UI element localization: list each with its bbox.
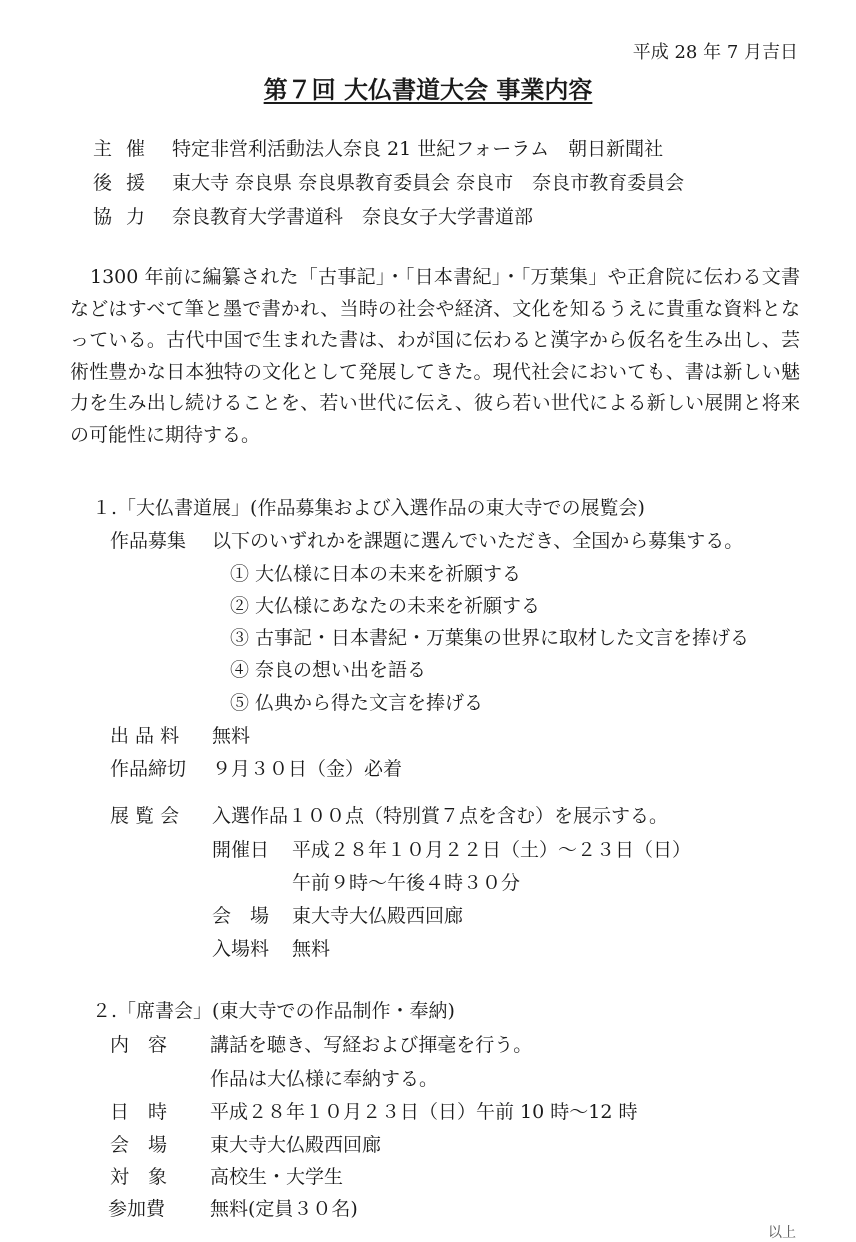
participation-fee-value: 無料(定員３０名) [210, 1198, 358, 1220]
org-value: 奈良教育大学書道科 奈良女子大学書道部 [172, 206, 534, 228]
venue-label: 会 場 [110, 1134, 168, 1156]
org-label: 後援 [93, 172, 160, 194]
deadline-label: 作品締切 [110, 758, 187, 780]
org-label: 主催 [93, 138, 160, 160]
venue-value: 東大寺大仏殿西回廊 [210, 1134, 382, 1156]
theme-item: ③ 古事記・日本書紀・万葉集の世界に取材した文言を捧げる [230, 627, 750, 649]
participation-fee-label: 参加費 [108, 1198, 166, 1220]
deadline-value: ９月３０日（金）必着 [212, 758, 403, 780]
theme-item: ② 大仏様にあなたの未来を祈願する [230, 595, 541, 617]
exhibit-venue-label: 会 場 [212, 905, 270, 927]
org-label: 協力 [93, 206, 160, 228]
section1-heading: １.「大仏書道展」(作品募集および入選作品の東大寺での展覧会) [92, 497, 645, 519]
theme-item: ⑤ 仏典から得た文言を捧げる [230, 692, 484, 714]
exhibit-label: 展 覧 会 [110, 805, 180, 827]
target-label: 対 象 [110, 1166, 168, 1188]
fee-value: 無料 [212, 725, 251, 747]
admission-value: 無料 [292, 938, 331, 960]
datetime-label: 日 時 [110, 1101, 168, 1123]
org-value: 東大寺 奈良県 奈良県教育委員会 奈良市 奈良市教育委員会 [172, 172, 685, 194]
content-label: 内 容 [110, 1034, 168, 1056]
target-value: 高校生・大学生 [210, 1166, 344, 1188]
exhibit-time-value: 午前９時～午後４時３０分 [292, 872, 521, 894]
section2-heading: ２.「席書会」(東大寺での作品制作・奉納) [92, 1000, 455, 1022]
content-line1: 講話を聴き、写経および揮毫を行う。 [210, 1034, 533, 1056]
exhibit-date-label: 開催日 [212, 839, 270, 861]
document-title: 第７回 大仏書道大会 事業内容 [263, 76, 593, 104]
admission-label: 入場料 [212, 938, 270, 960]
intro-paragraph: 1300 年前に編纂された「古事記」・「日本書紀」・「万葉集」や正倉院に伝わる文書などはすべて筆と墨で書かれ、当時の社会や経済、文化を知るうえに貴重な資料となっている。古代中国で生まれた書は、わが国に伝わると漢字から仮名を生み出し、芸術性豊かな日本独特の文化として発展してきた。現代社会においても、書は新しい魅力を生み出し続けることを、若い世代に伝え、彼ら若い世代による新しい展開と将来の可能性に期待する。 [70, 266, 800, 446]
content-line2: 作品は大仏様に奉納する。 [210, 1068, 439, 1090]
theme-item: ① 大仏様に日本の未来を祈願する [230, 563, 522, 585]
issue-date: 平成 28 年 7 月吉日 [632, 42, 798, 63]
boshu-label: 作品募集 [110, 530, 187, 552]
exhibit-text: 入選作品１００点（特別賞７点を含む）を展示する。 [212, 805, 669, 827]
org-value: 特定非営利活動法人奈良 21 世紀フォーラム 朝日新聞社 [172, 138, 664, 160]
datetime-value: 平成２８年１０月２３日（日）午前 10 時～12 時 [210, 1101, 638, 1123]
exhibit-date-value: 平成２８年１０月２２日（土）～２３日（日） [292, 839, 692, 861]
fee-label: 出 品 料 [110, 725, 180, 747]
boshu-text: 以下のいずれかを課題に選んでいただき、全国から募集する。 [212, 530, 744, 552]
closing-mark: 以上 [768, 1225, 796, 1241]
exhibit-venue-value: 東大寺大仏殿西回廊 [292, 905, 464, 927]
theme-item: ④ 奈良の想い出を語る [230, 659, 427, 681]
